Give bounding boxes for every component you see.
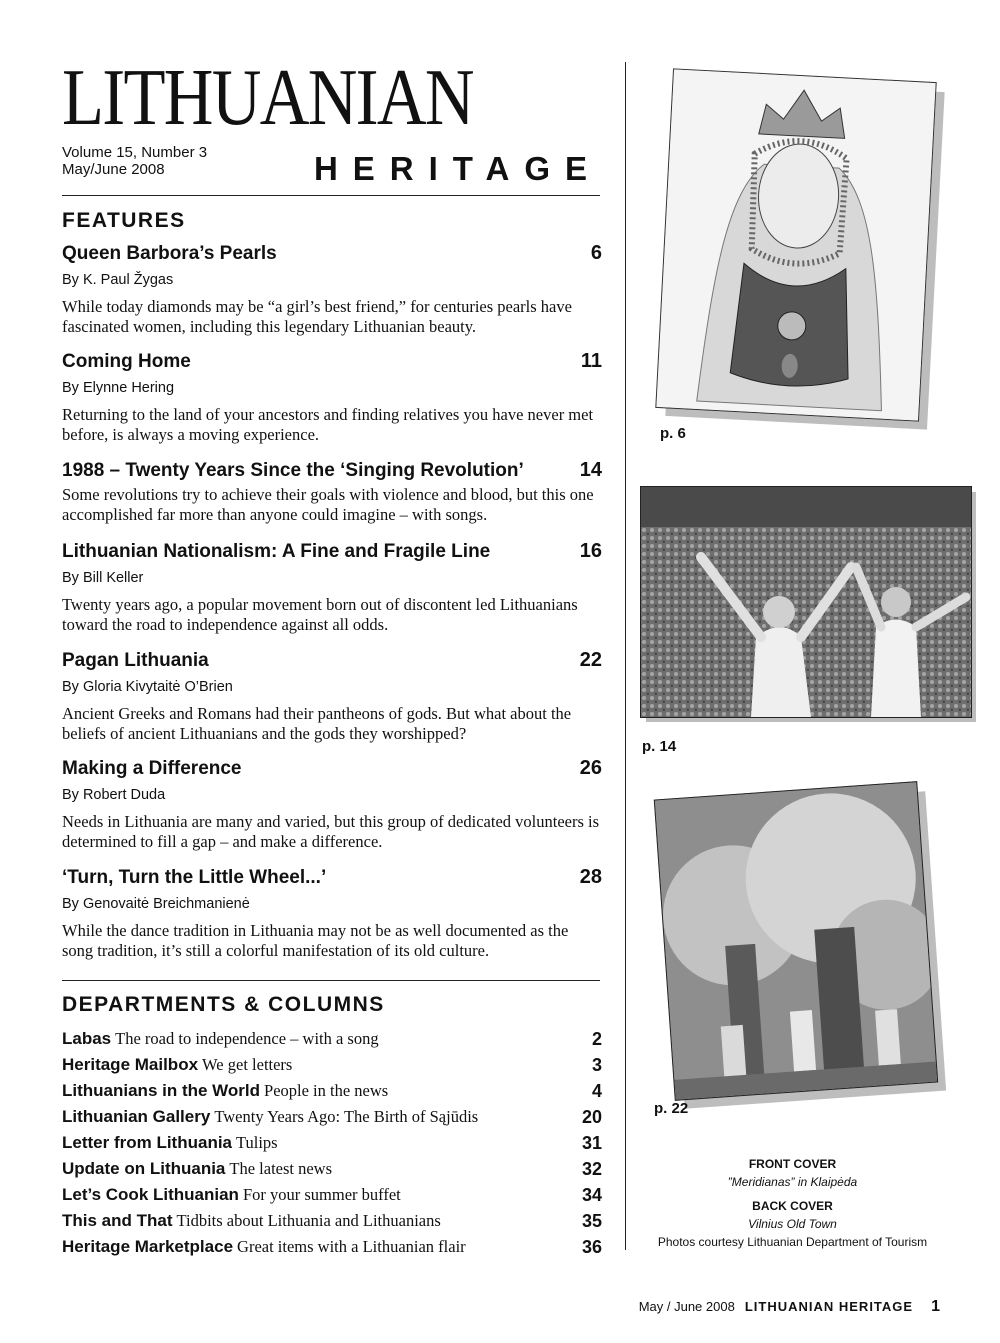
forest-illustration <box>655 782 937 1100</box>
feature-title[interactable]: Queen Barbora’s Pearls <box>62 243 277 264</box>
feature-description: While today diamonds may be “a girl’s best friend,” for centuries pearls have fascinated women, including this legendary Lithuanian beauty. <box>62 297 572 336</box>
department-description: We get letters <box>202 1055 293 1074</box>
department-item[interactable] <box>62 1234 602 1260</box>
feature-item[interactable] <box>62 350 602 445</box>
singing-revolution-photo[interactable] <box>640 486 972 718</box>
department-name[interactable]: Labas <box>62 1029 112 1048</box>
feature-description: Some revolutions try to achieve their goals with violence and blood, but this one accomplished far more than anyone could imagine – with songs. <box>62 485 594 524</box>
magazine-title: LITHUANIAN <box>62 54 473 142</box>
photo-caption: p. 14 <box>642 738 677 755</box>
department-item[interactable] <box>62 1130 602 1156</box>
feature-page-number: 14 <box>579 459 602 481</box>
department-description: The road to independence – with a song <box>115 1029 379 1048</box>
department-page-number: 36 <box>581 1237 602 1257</box>
department-item[interactable] <box>62 1078 602 1104</box>
photo-caption: p. 22 <box>654 1100 689 1117</box>
department-name[interactable]: Letter from Lithuania <box>62 1133 233 1152</box>
department-description: Tidbits about Lithuania and Lithuanians <box>176 1211 441 1230</box>
crowd-illustration <box>641 487 971 717</box>
department-page-number: 32 <box>581 1159 602 1179</box>
feature-description: Returning to the land of your ancestors and finding relatives you have never met before, is always a moving experience. <box>62 405 594 444</box>
department-item[interactable] <box>62 1208 602 1234</box>
feature-author: By K. Paul Žygas <box>62 272 174 288</box>
feature-page-number: 11 <box>580 350 602 372</box>
back-cover-label: BACK COVER <box>752 1199 833 1213</box>
department-page-number: 20 <box>581 1107 602 1127</box>
department-page-number: 34 <box>581 1185 602 1205</box>
front-cover-label: FRONT COVER <box>748 1157 837 1171</box>
department-description: Twenty Years Ago: The Birth of Sąjūdis <box>214 1107 479 1126</box>
departments-list <box>62 1026 602 1260</box>
department-page-number: 3 <box>591 1055 602 1075</box>
feature-title[interactable]: ‘Turn, Turn the Little Wheel...’ <box>62 867 327 888</box>
photo-credit: Photos courtesy Lithuanian Department of Tourism <box>657 1235 928 1249</box>
front-cover-description: ”Meridianas” in Klaipėda <box>727 1175 858 1189</box>
department-name[interactable]: Lithuanian Gallery <box>62 1107 211 1126</box>
department-page-number: 2 <box>591 1029 602 1049</box>
feature-page-number: 22 <box>579 649 602 671</box>
masthead-divider <box>62 195 600 196</box>
volume-number: Volume 15, Number 3 <box>62 144 208 161</box>
department-page-number: 35 <box>581 1211 602 1231</box>
department-description: Great items with a Lithuanian flair <box>237 1237 466 1256</box>
department-description: The latest news <box>229 1159 333 1178</box>
department-item[interactable] <box>62 1182 602 1208</box>
department-description: For your summer buffet <box>242 1185 401 1204</box>
department-description: Tulips <box>236 1133 278 1152</box>
department-description: People in the news <box>264 1081 389 1100</box>
pagan-lithuania-painting[interactable] <box>654 781 938 1101</box>
feature-title[interactable]: 1988 – Twenty Years Since the ‘Singing Revolution’ <box>62 460 524 481</box>
photo-caption: p. 6 <box>660 425 686 442</box>
masthead <box>62 54 602 187</box>
feature-description: While the dance tradition in Lithuania may not be as well documented as the song tradition, it’s still a colorful manifestation of its old culture. <box>62 921 569 960</box>
feature-title[interactable]: Making a Difference <box>62 758 242 779</box>
department-page-number: 4 <box>591 1081 602 1101</box>
feature-item[interactable] <box>62 540 602 635</box>
column-divider <box>625 62 626 1250</box>
department-name[interactable]: Update on Lithuania <box>62 1159 226 1178</box>
feature-page-number: 16 <box>579 540 602 562</box>
feature-author: By Gloria Kivytaitė O’Brien <box>62 679 233 695</box>
department-page-number: 31 <box>581 1133 602 1153</box>
feature-title[interactable]: Coming Home <box>62 351 191 372</box>
magazine-subtitle: HERITAGE <box>313 150 602 187</box>
department-item[interactable] <box>62 1104 602 1130</box>
queen-barbora-portrait[interactable] <box>655 68 936 421</box>
features-heading: FEATURES <box>62 209 186 232</box>
feature-description: Needs in Lithuania are many and varied, but this group of dedicated volunteers is determined to fill a gap – and make a difference. <box>62 812 600 851</box>
feature-author: By Elynne Hering <box>62 380 175 396</box>
feature-page-number: 6 <box>590 242 602 264</box>
feature-item[interactable] <box>62 757 602 852</box>
feature-title[interactable]: Lithuanian Nationalism: A Fine and Fragile Line <box>62 541 491 562</box>
footer-date: May / June 2008 <box>638 1299 735 1314</box>
feature-item[interactable] <box>62 866 602 961</box>
feature-description: Twenty years ago, a popular movement born out of discontent led Lithuanians toward the road to independence against all odds. <box>62 595 578 634</box>
department-name[interactable]: Heritage Mailbox <box>62 1055 199 1074</box>
departments-heading: DEPARTMENTS & COLUMNS <box>62 993 385 1016</box>
department-name[interactable]: This and That <box>62 1211 173 1230</box>
issue-date: May/June 2008 <box>62 161 165 178</box>
issue-info <box>62 144 207 178</box>
department-item[interactable] <box>62 1026 602 1052</box>
feature-item[interactable] <box>62 242 602 337</box>
back-cover-description: Vilnius Old Town <box>748 1217 837 1231</box>
department-name[interactable]: Lithuanians in the World <box>62 1081 261 1100</box>
feature-page-number: 26 <box>579 757 602 779</box>
page-number: 1 <box>931 1298 940 1315</box>
feature-author: By Bill Keller <box>62 570 144 586</box>
cover-credits <box>650 1155 935 1251</box>
footer-magazine-name: LITHUANIAN HERITAGE <box>744 1299 914 1314</box>
feature-author: By Robert Duda <box>62 787 166 803</box>
department-item[interactable] <box>62 1156 602 1182</box>
page-footer <box>639 1298 940 1316</box>
department-name[interactable]: Heritage Marketplace <box>62 1237 234 1256</box>
department-item[interactable] <box>62 1052 602 1078</box>
feature-item[interactable] <box>62 459 602 525</box>
feature-description: Ancient Greeks and Romans had their pantheons of gods. But what about the beliefs of ancient Lithuanians and the gods they worshipped? <box>62 704 572 743</box>
section-divider <box>62 980 600 981</box>
feature-title[interactable]: Pagan Lithuania <box>62 650 209 671</box>
feature-item[interactable] <box>62 649 602 744</box>
feature-page-number: 28 <box>579 866 602 888</box>
department-name[interactable]: Let’s Cook Lithuanian <box>62 1185 239 1204</box>
feature-author: By Genovaitė Breichmanienė <box>62 896 250 912</box>
portrait-illustration <box>656 69 935 420</box>
